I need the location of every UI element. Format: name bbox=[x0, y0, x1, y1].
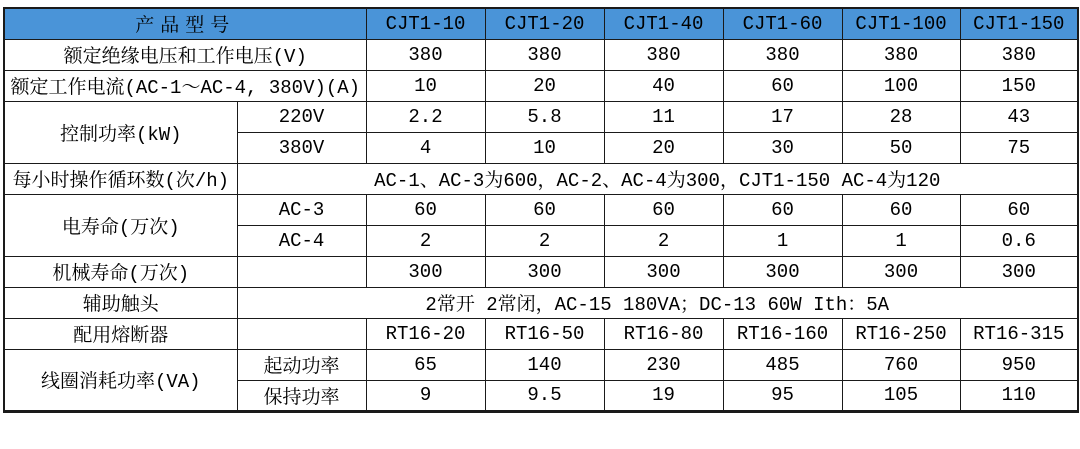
value-cell: 11 bbox=[604, 101, 723, 132]
value-cell: 75 bbox=[960, 132, 1078, 163]
row-coil-power-start bbox=[4, 349, 1078, 380]
value-cell: 9.5 bbox=[485, 380, 604, 411]
value-cell: 300 bbox=[366, 256, 485, 287]
sub-label-ac4: AC-4 bbox=[237, 225, 366, 256]
value-cell: RT16-160 bbox=[723, 318, 842, 349]
header-model-cjt1-20: CJT1-20 bbox=[485, 8, 604, 39]
value-cell: 95 bbox=[723, 380, 842, 411]
value-cell: 20 bbox=[485, 70, 604, 101]
value-cell: 10 bbox=[485, 132, 604, 163]
row-label-fuse: 配用熔断器 bbox=[4, 318, 237, 349]
value-cell: 150 bbox=[960, 70, 1078, 101]
value-cell: 300 bbox=[842, 256, 960, 287]
spec-table bbox=[3, 7, 1079, 413]
value-cell: 50 bbox=[842, 132, 960, 163]
value-cell: 65 bbox=[366, 349, 485, 380]
value-cell: 1 bbox=[723, 225, 842, 256]
value-cell: 43 bbox=[960, 101, 1078, 132]
value-cell: 380 bbox=[485, 39, 604, 70]
value-cell: 300 bbox=[604, 256, 723, 287]
row-auxiliary-contacts bbox=[4, 287, 1078, 318]
value-cell: 10 bbox=[366, 70, 485, 101]
value-cell: 380 bbox=[604, 39, 723, 70]
value-cell: 60 bbox=[366, 194, 485, 225]
row-label-insulation-voltage: 额定绝缘电压和工作电压(V) bbox=[4, 39, 366, 70]
row-mechanical-life bbox=[4, 256, 1078, 287]
value-cell: 950 bbox=[960, 349, 1078, 380]
value-cell: 105 bbox=[842, 380, 960, 411]
value-cell: 380 bbox=[960, 39, 1078, 70]
value-cell: 300 bbox=[960, 256, 1078, 287]
row-insulation-voltage bbox=[4, 39, 1078, 70]
value-cell: 300 bbox=[723, 256, 842, 287]
value-cell: 100 bbox=[842, 70, 960, 101]
value-cell: RT16-50 bbox=[485, 318, 604, 349]
value-cell: 20 bbox=[604, 132, 723, 163]
value-cell: 2 bbox=[604, 225, 723, 256]
value-cell: 380 bbox=[366, 39, 485, 70]
sub-label-ac3: AC-3 bbox=[237, 194, 366, 225]
value-cell: 60 bbox=[723, 70, 842, 101]
header-model-cjt1-150: CJT1-150 bbox=[960, 8, 1078, 39]
value-cell: 300 bbox=[485, 256, 604, 287]
sub-label-hold-power: 保持功率 bbox=[237, 380, 366, 411]
value-cell: 110 bbox=[960, 380, 1078, 411]
row-control-power-220v bbox=[4, 101, 1078, 132]
value-cell: 2 bbox=[366, 225, 485, 256]
sub-label-380v: 380V bbox=[237, 132, 366, 163]
value-cell: 60 bbox=[604, 194, 723, 225]
header-model-cjt1-40: CJT1-40 bbox=[604, 8, 723, 39]
row-label-electrical-life: 电寿命(万次) bbox=[4, 194, 237, 256]
value-cell: 30 bbox=[723, 132, 842, 163]
value-cell: 230 bbox=[604, 349, 723, 380]
value-cell: 2 bbox=[485, 225, 604, 256]
value-cell: 0.6 bbox=[960, 225, 1078, 256]
value-cell: 1 bbox=[842, 225, 960, 256]
value-cell: 19 bbox=[604, 380, 723, 411]
value-cell: 485 bbox=[723, 349, 842, 380]
sub-label-220v: 220V bbox=[237, 101, 366, 132]
header-model-cjt1-10: CJT1-10 bbox=[366, 8, 485, 39]
value-cell: 4 bbox=[366, 132, 485, 163]
value-cell: 60 bbox=[960, 194, 1078, 225]
value-cell: 60 bbox=[723, 194, 842, 225]
value-cell: 28 bbox=[842, 101, 960, 132]
value-cell: 9 bbox=[366, 380, 485, 411]
value-cell: RT16-20 bbox=[366, 318, 485, 349]
value-cell: 40 bbox=[604, 70, 723, 101]
value-cell: 17 bbox=[723, 101, 842, 132]
value-cell: 2.2 bbox=[366, 101, 485, 132]
header-model-cjt1-60: CJT1-60 bbox=[723, 8, 842, 39]
value-cell: 5.8 bbox=[485, 101, 604, 132]
row-label-auxiliary-contacts: 辅助触头 bbox=[4, 287, 237, 318]
value-cell: RT16-250 bbox=[842, 318, 960, 349]
auxiliary-contacts-value: 2常开 2常闭，AC-15 180VA；DC-13 60W Ith：5A bbox=[237, 287, 1078, 318]
row-label-operating-cycles: 每小时操作循环数(次/h) bbox=[4, 163, 237, 194]
sub-label-start-power: 起动功率 bbox=[237, 349, 366, 380]
value-cell: 380 bbox=[723, 39, 842, 70]
row-label-control-power: 控制功率(kW) bbox=[4, 101, 237, 163]
row-label-mechanical-life: 机械寿命(万次) bbox=[4, 256, 237, 287]
row-operating-cycles bbox=[4, 163, 1078, 194]
header-row bbox=[4, 8, 1078, 39]
empty-cell bbox=[237, 256, 366, 287]
header-product-model-label: 产品型号 bbox=[4, 8, 366, 39]
header-model-cjt1-100: CJT1-100 bbox=[842, 8, 960, 39]
value-cell: RT16-80 bbox=[604, 318, 723, 349]
row-label-coil-power: 线圈消耗功率(VA) bbox=[4, 349, 237, 411]
row-fuse bbox=[4, 318, 1078, 349]
row-label-rated-current: 额定工作电流(AC-1～AC-4, 380V)(A) bbox=[4, 70, 366, 101]
empty-cell bbox=[237, 318, 366, 349]
value-cell: 140 bbox=[485, 349, 604, 380]
operating-cycles-value: AC-1、AC-3为600，AC-2、AC-4为300，CJT1-150 AC-4为120 bbox=[237, 163, 1078, 194]
value-cell: RT16-315 bbox=[960, 318, 1078, 349]
value-cell: 380 bbox=[842, 39, 960, 70]
row-rated-current bbox=[4, 70, 1078, 101]
row-electrical-life-ac3 bbox=[4, 194, 1078, 225]
value-cell: 60 bbox=[485, 194, 604, 225]
value-cell: 760 bbox=[842, 349, 960, 380]
value-cell: 60 bbox=[842, 194, 960, 225]
